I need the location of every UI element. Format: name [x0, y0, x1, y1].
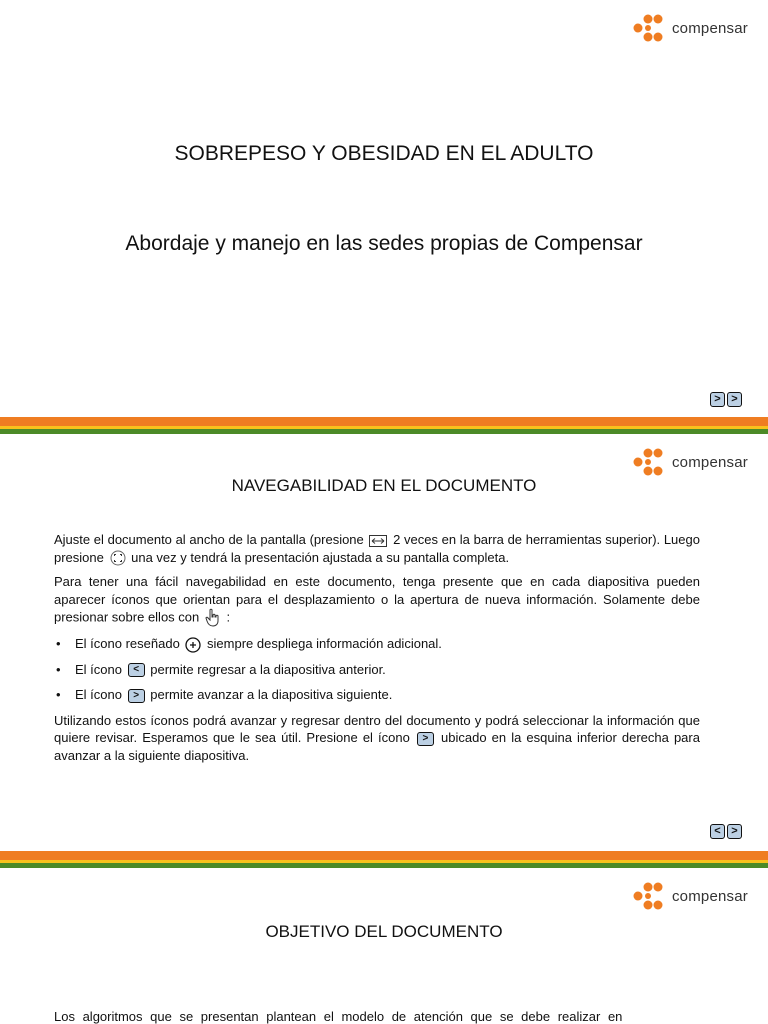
- compensar-logo: [632, 10, 748, 46]
- text: El ícono: [75, 687, 122, 703]
- text: 2 veces en la barra de herramientas superior). Luego presione: [54, 532, 700, 565]
- compensar-logo-icon: [632, 447, 668, 477]
- text: permite regresar a la diapositiva anterior.: [150, 661, 386, 677]
- compensar-logo-icon: [632, 13, 668, 43]
- paragraph-usage: [54, 712, 700, 765]
- slide-1: [0, 0, 768, 417]
- list-item: [54, 686, 700, 704]
- slide-2-title: NAVEGABILIDAD EN EL DOCUMENTO: [231, 476, 537, 495]
- slide-3: [0, 868, 768, 1024]
- text: Para tener una fácil navegabilidad en este documento, tenga presente que en cada diapositiva pueden aparecer íconos que orientan para el desplazamiento o la apertura de nueva información. Solamente debe presionar sobre ellos con: [54, 574, 700, 625]
- slide-1-title: SOBREPESO Y OBESIDAD EN EL ADULTO: [174, 142, 594, 165]
- compensar-wordmark: compensar: [671, 19, 748, 37]
- paragraph-navigability: [54, 573, 700, 628]
- divider-orange-band: [0, 417, 768, 426]
- compensar-wordmark: compensar: [671, 887, 748, 905]
- text: :: [226, 609, 231, 625]
- slide-3-body: Los algoritmos que se presentan plantean el modelo de atención que se debe realizar en: [54, 1009, 623, 1024]
- slide-2-body: [54, 531, 700, 771]
- slide-2-nav: [710, 824, 742, 839]
- slide-1-nav: [710, 392, 742, 407]
- icon-list: [54, 635, 700, 704]
- list-item: [54, 635, 700, 653]
- compensar-logo-icon: [632, 881, 668, 911]
- text: El ícono reseñado: [75, 636, 180, 652]
- compensar-wordmark: compensar: [671, 453, 748, 471]
- next-icon: >: [417, 732, 434, 746]
- slide-2: [0, 434, 768, 851]
- prev-slide-button[interactable]: <: [710, 824, 725, 839]
- text: siempre despliega información adicional.: [207, 636, 442, 652]
- slide-divider-2: [0, 851, 768, 868]
- paragraph-fit-width: [54, 531, 700, 566]
- text: una vez y tendrá la presentación ajustada a su pantalla completa.: [131, 549, 510, 565]
- divider-orange-band: [0, 851, 768, 860]
- list-item: [54, 661, 700, 679]
- text: El ícono: [75, 661, 122, 677]
- text: Ajuste el documento al ancho de la pantalla (presione: [54, 532, 364, 547]
- compensar-logo: [632, 444, 748, 480]
- next-icon: >: [128, 689, 145, 703]
- slide-divider-1: [0, 417, 768, 434]
- fit-width-icon: [369, 535, 387, 547]
- text: Utilizando estos íconos podrá avanzar y regresar dentro del documento y podrá seleccionar la información que quiere revisar. Esperamos que le sea útil. Presione el ícono: [54, 712, 700, 746]
- fullscreen-icon: [110, 550, 126, 566]
- next-slide-button-2[interactable]: >: [727, 392, 742, 407]
- next-slide-button[interactable]: >: [727, 824, 742, 839]
- slide-1-subtitle: Abordaje y manejo en las sedes propias de Compensar: [125, 232, 643, 255]
- slide-3-title: OBJETIVO DEL DOCUMENTO: [265, 922, 503, 941]
- text: ubicado en la esquina inferior derecha para avanzar a la siguiente diapositiva.: [54, 730, 700, 763]
- next-slide-button[interactable]: >: [710, 392, 725, 407]
- prev-icon: <: [128, 663, 145, 677]
- compensar-logo: [632, 878, 748, 914]
- plus-circle-icon: [185, 637, 201, 653]
- hand-pointer-icon: [205, 608, 221, 628]
- text: permite avanzar a la diapositiva siguiente.: [150, 687, 393, 703]
